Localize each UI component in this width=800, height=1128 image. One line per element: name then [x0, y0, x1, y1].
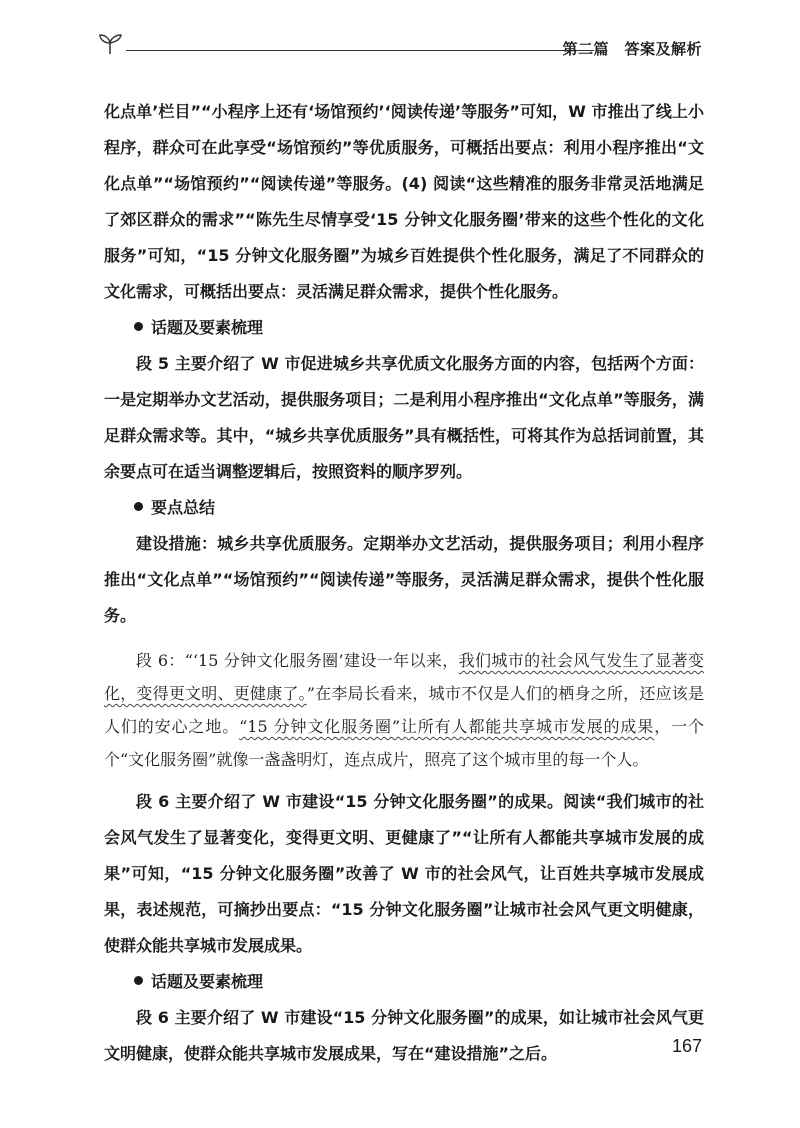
topic-heading-2 — [104, 964, 704, 1000]
bullet-dot-icon — [134, 502, 143, 511]
header-rule — [126, 50, 594, 51]
paragraph-3: 建设措施：城乡共享优质服务。定期举办文艺活动，提供服务项目；利用小程序推出“文化点单”“场馆预约”“阅读传递”等服务，灵活满足群众需求，提供个性化服务。 — [104, 534, 704, 625]
paragraph-1: 化点单’栏目”“小程序上还有‘场馆预约’‘阅读传递’等服务”可知，W 市推出了线上小程序，群众可在此享受“场馆预约”等优质服务，可概括出要点：利用小程序推出“文化点单”“场馆预约”“阅读传递”等服务。(4) 阅读“这些精准的服务非常灵活地满足了郊区群众的需求”“陈先生尽情享受‘15 分钟文化服务圈’带来的这些个性化的文化服务”可知，“15 分钟文化服务圈”为城乡百姓提供个性化服务，满足了不同群众的文化需求，可概括出要点：灵活满足群众需求，提供个性化服务。 — [104, 102, 704, 301]
paragraph-5: 段 6 主要介绍了 W 市建设“15 分钟文化服务圈”的成果，如让城市社会风气更文明健康，使群众能共享城市发展成果，写在“建设措施”之后。 — [104, 1008, 704, 1063]
bullet-dot-icon — [134, 976, 143, 985]
topic-heading-2-label: 话题及要素梳理 — [151, 972, 264, 991]
topic-heading-1-label: 话题及要素梳理 — [151, 318, 264, 337]
summary-heading — [104, 490, 704, 526]
quote-part-c: ”在李局长看来，城市不仅是人们的栖身之所，还应该是人们的安心之地。 — [104, 684, 704, 736]
summary-heading-label: 要点总结 — [151, 498, 216, 517]
quote-part-a: 段 6：“‘15 分钟文化服务圈’建设一年以来， — [136, 651, 459, 670]
quote-highlight-2: “15 分钟文化服务圈”让所有人都能共享城市发展的成果 — [239, 717, 655, 736]
page-number: 167 — [671, 1036, 702, 1056]
quote-highlight-1: 我们城市的社会风气发生了显著变化，变得更文明、更健康了。 — [104, 651, 704, 703]
page-content — [104, 94, 704, 1072]
bullet-dot-icon — [134, 322, 143, 331]
paragraph-2: 段 5 主要介绍了 W 市促进城乡共享优质文化服务方面的内容，包括两个方面：一是定期举办文艺活动，提供服务项目；二是利用小程序推出“文化点单”等服务，满足群众需求等。其中，“城乡共享优质服务”具有概括性，可将其作为总括词前置，其余要点可在适当调整逻辑后，按照资料的顺序罗列。 — [104, 354, 704, 481]
quote-part-e: ，一个个“文化服务圈”就像一盏盏明灯，连点成片，照亮了这个城市里的每一个人。 — [104, 717, 704, 769]
section-title: 第二篇 答案及解析 — [562, 40, 702, 58]
paragraph-4: 段 6 主要介绍了 W 市建设“15 分钟文化服务圈”的成果。阅读“我们城市的社会风气发生了显著变化，变得更文明、更健康了”“让所有人都能共享城市发展的成果”可知，“15 分钟文化服务圈”改善了 W 市的社会风气，让百姓共享城市发展成果，表述规范，可摘抄出要点：“15 分钟文化服务圈”让城市社会风气更文明健康，使群众能共享城市发展成果。 — [104, 792, 704, 955]
page-header — [96, 30, 702, 60]
topic-heading-1 — [104, 310, 704, 346]
sprout-icon — [96, 32, 124, 56]
source-quote-6 — [104, 644, 704, 776]
